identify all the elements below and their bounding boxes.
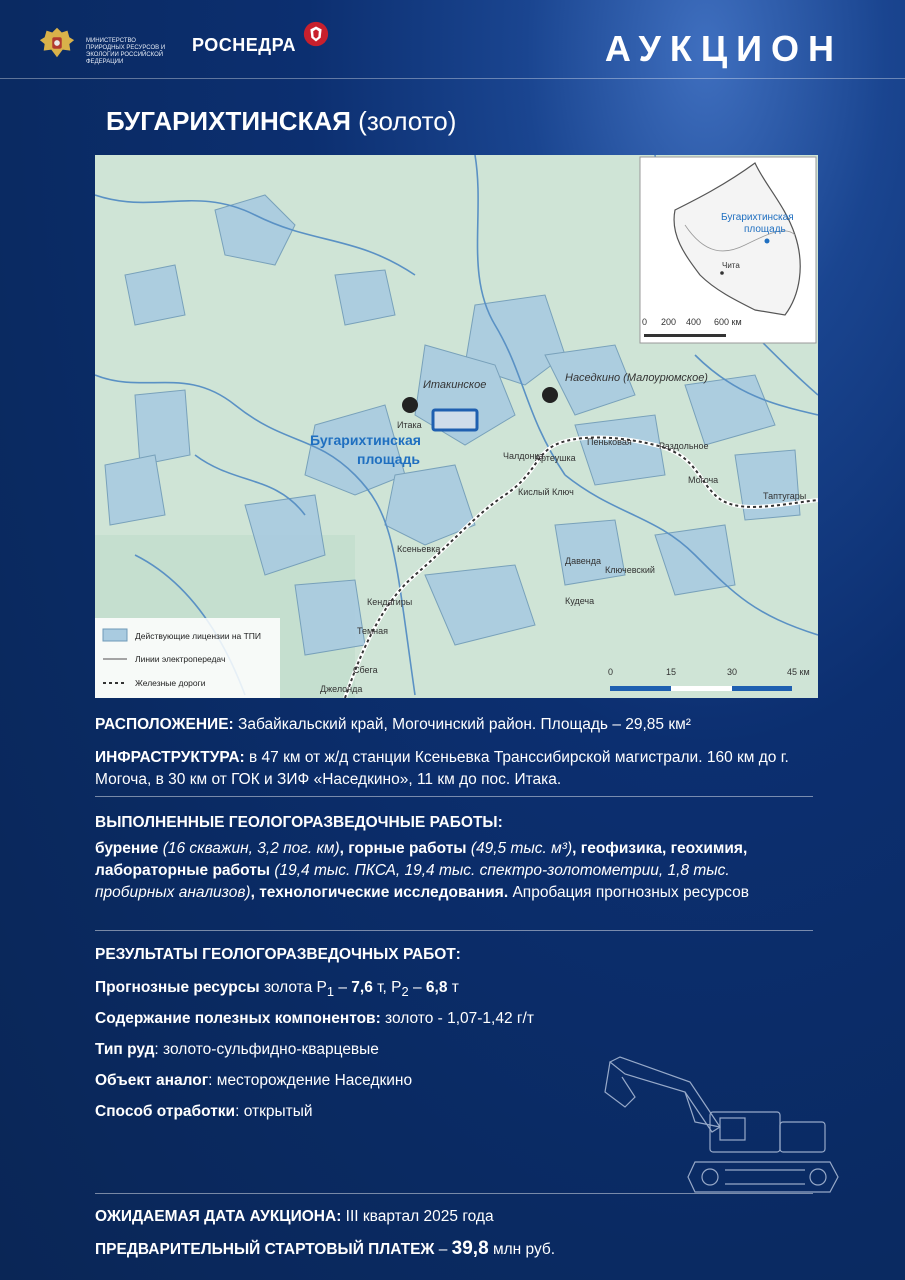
resources-text: золота Р	[259, 979, 327, 996]
place-chaldonka: Чалдонка	[503, 451, 544, 461]
deposit-name: БУГАРИХТИНСКАЯ	[106, 106, 351, 136]
works-approbation: Апробация прогнозных ресурсов	[508, 884, 749, 901]
area-label-line-2: площадь	[357, 451, 420, 467]
analog-label: Объект аналог	[95, 1072, 209, 1089]
analog-text: : месторождение Наседкино	[208, 1072, 413, 1089]
works-text	[95, 838, 795, 904]
resources-text: т, Р	[372, 979, 402, 996]
inset-scale-400: 400	[686, 317, 702, 327]
excavator-icon	[600, 1052, 840, 1202]
dash: –	[434, 1241, 452, 1258]
inset-label-line-1: Бугарихтинская	[721, 212, 794, 223]
results-heading: РЕЗУЛЬТАТЫ ГЕОЛОГОРАЗВЕДОЧНЫХ РАБОТ:	[95, 946, 461, 963]
place-ksenevka: Ксеньевка	[397, 544, 441, 554]
place-temnaya: Темная	[357, 626, 389, 636]
resources-label: Прогнозные ресурсы	[95, 979, 260, 996]
resources-unit: т	[447, 979, 459, 996]
infrastructure-label: ИНФРАСТРУКТУРА:	[95, 749, 245, 766]
infrastructure-section	[95, 747, 820, 791]
payment-label: ПРЕДВАРИТЕЛЬНЫЙ СТАРТОВЫЙ ПЛАТЕЖ	[95, 1241, 435, 1258]
scale-0: 0	[608, 667, 614, 677]
inset-city-chita: Чита	[722, 261, 740, 270]
place-davenda: Давенда	[565, 556, 602, 566]
place-mogocha: Могоча	[688, 475, 719, 485]
location-text: Забайкальский край, Могочинский район. Площадь – 29,85 км²	[233, 716, 691, 733]
resources-p2-value: 6,8	[425, 979, 448, 996]
mineral-type: (золото)	[358, 106, 457, 136]
scale-30: 30	[727, 667, 738, 677]
works-geophysics: , геофизика, геохимия, лабораторные работы	[95, 840, 748, 879]
auction-date-label: ОЖИДАЕМАЯ ДАТА АУКЦИОНА:	[95, 1208, 342, 1225]
auction-heading: АУКЦИОН	[604, 28, 843, 69]
inset-label-line-2: площадь	[744, 224, 786, 235]
method-label: Способ отработки	[95, 1103, 236, 1120]
content-label: Содержание полезных компонентов:	[95, 1010, 381, 1027]
works-drilling-detail: (16 скважин, 3,2 пог. км)	[158, 840, 340, 857]
works-tech: , технологические исследования.	[250, 884, 509, 901]
location-label: РАСПОЛОЖЕНИЕ:	[95, 716, 234, 733]
works-heading: ВЫПОЛНЕННЫЕ ГЕОЛОГОРАЗВЕДОЧНЫЕ РАБОТЫ:	[95, 814, 503, 831]
start-payment	[95, 1238, 825, 1261]
inset-scale-200: 200	[661, 317, 677, 327]
place-kudecha: Кудеча	[565, 596, 595, 606]
location-section	[95, 714, 825, 736]
place-arteushka: Артеушка	[535, 453, 576, 463]
header-divider	[0, 78, 905, 79]
infrastructure-text: в 47 км от ж/д станции Ксеньевка Транссибирской магистрали. 160 км до г. Могоча, в 30 км от ГОК и ЗИФ «Наседкино», 11 км до пос. Итака.	[95, 749, 789, 788]
payment-value: 39,8	[451, 1238, 489, 1259]
place-itaka: Итака	[397, 420, 422, 430]
auction-date-value: III квартал 2025 года	[341, 1208, 494, 1225]
location-map	[95, 155, 818, 698]
deposit-itakinskoe: Итакинское	[423, 379, 487, 391]
dash: –	[334, 979, 352, 996]
place-kendagiry: Кендагиры	[367, 597, 413, 607]
ore-type-text: : золото-сульфидно-кварцевые	[154, 1041, 379, 1058]
place-sbega: Сбега	[353, 665, 378, 675]
inset-scale-0: 0	[642, 317, 648, 327]
place-razdolnoe: Раздольное	[659, 441, 709, 451]
place-kisly-klyuch: Кислый Ключ	[518, 487, 574, 497]
inset-scale-600: 600 км	[714, 317, 742, 327]
divider	[95, 796, 813, 797]
method-text: : открытый	[235, 1103, 313, 1120]
works-drilling: бурение	[95, 840, 159, 857]
divider	[95, 930, 813, 931]
resources-sub-2: 2	[401, 984, 409, 1000]
works-mining: , горные работы	[339, 840, 467, 857]
works-lab-detail: (19,4 тыс. ПКСА, 19,4 тыс. спектро-золотометрии, 1,8 тыс. пробирных анализов)	[95, 862, 730, 901]
coat-of-arms-icon	[38, 24, 76, 62]
resources-p1-value: 7,6	[351, 979, 373, 996]
result-content	[95, 1008, 825, 1030]
ore-type-label: Тип руд	[95, 1041, 155, 1058]
rosnedra-logo-icon	[302, 20, 330, 48]
header	[0, 0, 905, 80]
resources-sub-1: 1	[326, 984, 335, 1000]
legend-power-lines: Линии электропередач	[135, 654, 226, 664]
auction-date	[95, 1206, 825, 1228]
divider	[95, 1193, 813, 1194]
area-label-line-1: Бугарихтинская	[310, 432, 421, 448]
content-text: золото - 1,07-1,42 г/т	[380, 1010, 534, 1027]
page-title	[106, 106, 456, 137]
legend-licenses: Действующие лицензии на ТПИ	[135, 631, 262, 641]
legend-railways: Железные дороги	[135, 678, 206, 688]
place-taptugary: Таптугары	[763, 491, 807, 501]
dash: –	[408, 979, 426, 996]
agency-name: РОСНЕДРА	[192, 35, 297, 55]
works-mining-detail: (49,5 тыс. м³)	[466, 840, 573, 857]
result-resources	[95, 977, 825, 1003]
scale-15: 15	[666, 667, 677, 677]
payment-unit: млн руб.	[488, 1241, 556, 1258]
ministry-name: МИНИСТЕРСТВО ПРИРОДНЫХ РЕСУРСОВ И ЭКОЛОГИИ РОССИЙСКОЙ ФЕДЕРАЦИИ	[86, 38, 166, 65]
deposit-nasedkino: Наседкино (Малоурюмское)	[565, 372, 708, 384]
scale-45: 45 км	[787, 667, 810, 677]
place-klyuchevsky: Ключевский	[605, 565, 655, 575]
place-dzhelonda: Джелонда	[320, 684, 363, 694]
place-penkovaya: Пеньковая	[587, 437, 632, 447]
